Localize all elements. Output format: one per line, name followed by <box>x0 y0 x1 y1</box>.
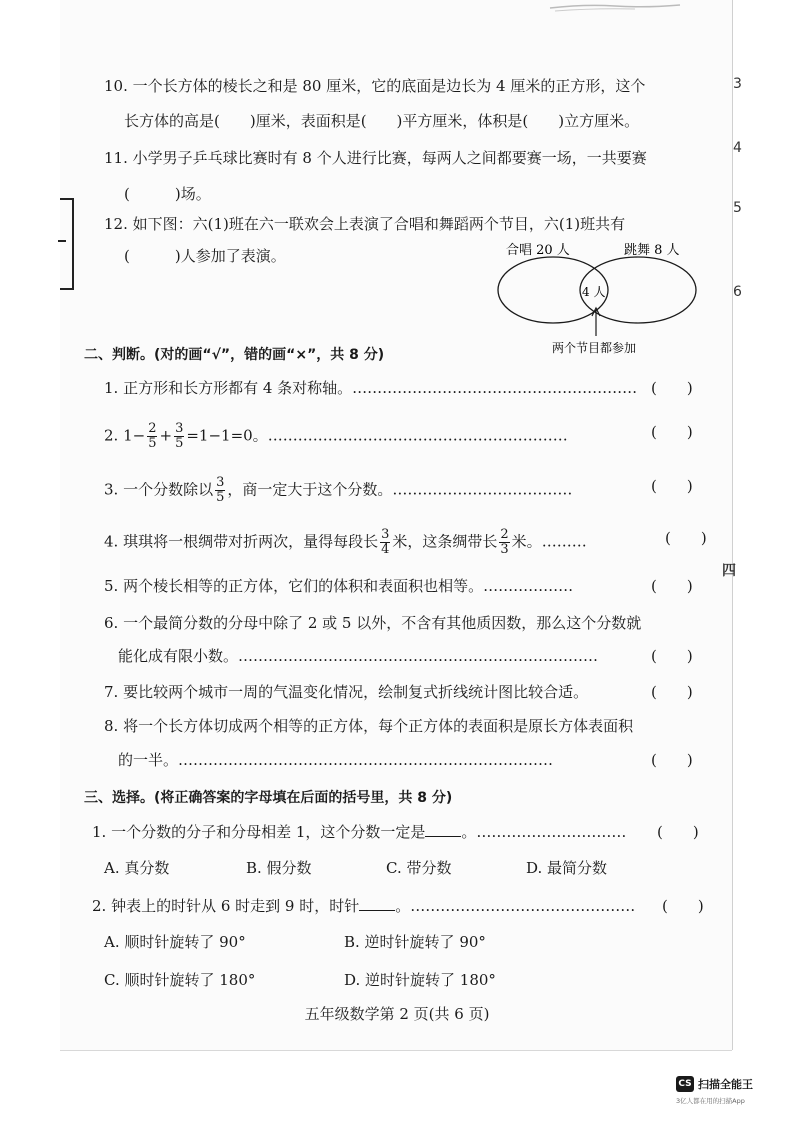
venn-center-label: 4 人 <box>582 285 606 299</box>
choice-q1-option-a[interactable]: A. 真分数 <box>104 859 170 877</box>
fill-blank[interactable] <box>359 896 395 911</box>
answer-bracket[interactable]: ( ) <box>651 647 693 665</box>
choice-q1-end: 。 <box>461 823 477 841</box>
section-2-title: 二、判断。(对的画“√”，错的画“×”，共 8 分) <box>84 347 385 363</box>
judge-q4-mid: 米，这条绸带长 <box>392 532 498 551</box>
camscanner-logo-icon: CS <box>676 1076 694 1092</box>
answer-bracket[interactable]: ( ) <box>665 529 707 547</box>
choice-q2-option-b[interactable]: B. 逆时针旋转了 90° <box>344 933 486 951</box>
edge-char: 4 <box>733 140 742 156</box>
denominator: 5 <box>148 436 157 451</box>
fraction <box>499 528 509 557</box>
pencil-scribble <box>545 0 685 14</box>
judge-q4-suffix: 米。 <box>511 532 542 551</box>
page-fold <box>732 0 733 1050</box>
question-12-line2[interactable]: ( )人参加了表演。 <box>124 247 286 265</box>
choice-q1-option-c[interactable]: C. 带分数 <box>386 859 452 877</box>
question-11-line2[interactable]: ( )场。 <box>124 185 211 203</box>
choice-q2-text: 2. 钟表上的时针从 6 时走到 9 时，时针 <box>92 897 360 915</box>
answer-bracket[interactable]: ( ) <box>651 477 693 495</box>
venn-diagram <box>490 238 710 362</box>
margin-tick <box>58 240 66 242</box>
judge-q5 <box>104 576 573 596</box>
answer-bracket[interactable]: ( ) <box>651 423 693 441</box>
judge-q2-suffix: =1−1=0。 <box>186 426 268 445</box>
fill-blank[interactable] <box>425 822 461 837</box>
answer-bracket[interactable]: ( ) <box>651 683 693 701</box>
choice-q2-end: 。 <box>395 897 411 915</box>
judge-q6-line1: 6. 一个最简分数的分母中除了 2 或 5 以外，不含有其他质因数，那么这个分数就 <box>104 614 642 632</box>
leader-dots: ………………………………………………………………… <box>178 751 554 769</box>
denominator: 5 <box>175 436 184 451</box>
choice-q2 <box>92 896 635 916</box>
fraction <box>147 422 157 451</box>
judge-q2-prefix: 2. 1− <box>104 426 146 445</box>
edge-char: 四 <box>722 563 736 579</box>
numerator: 2 <box>148 421 157 436</box>
camscanner-watermark <box>676 1076 776 1110</box>
answer-bracket[interactable]: ( ) <box>651 379 693 397</box>
margin-bracket <box>60 198 74 290</box>
choice-q1-text: 1. 一个分数的分子和分母相差 1，这个分数一定是 <box>92 823 426 841</box>
edge-char: 5 <box>733 200 742 216</box>
judge-q3-suffix: ，商一定大于这个分数。 <box>227 480 393 499</box>
judge-q8-text: 的一半。 <box>118 751 179 769</box>
judge-q5-text: 5. 两个棱长相等的正方体，它们的体积和表面积也相等。 <box>104 577 484 595</box>
leader-dots: ……………………………………… <box>410 897 636 915</box>
answer-bracket[interactable]: ( ) <box>651 751 693 769</box>
edge-char: 6 <box>733 284 742 300</box>
edge-char: 3 <box>733 76 742 92</box>
denominator: 5 <box>216 490 225 505</box>
judge-q8-line2 <box>118 750 553 770</box>
choice-q1 <box>92 822 626 842</box>
denominator: 4 <box>381 542 390 557</box>
numerator: 3 <box>175 421 184 436</box>
choice-q2-option-c[interactable]: C. 顺时针旋转了 180° <box>104 971 256 989</box>
page-footer: 五年级数学第 2 页(共 6 页) <box>304 1005 490 1023</box>
question-10-line1: 10. 一个长方体的棱长之和是 80 厘米，它的底面是边长为 4 厘米的正方形，这个 <box>104 77 646 95</box>
judge-q1 <box>104 378 637 398</box>
judge-q2 <box>104 422 568 451</box>
numerator: 3 <box>216 475 225 490</box>
venn-caption: 两个节目都参加 <box>552 341 637 355</box>
choice-q2-option-d[interactable]: D. 逆时针旋转了 180° <box>344 971 496 989</box>
answer-bracket[interactable]: ( ) <box>657 823 699 841</box>
plus-sign: + <box>159 426 173 445</box>
numerator: 3 <box>381 527 390 542</box>
choice-q2-option-a[interactable]: A. 顺时针旋转了 90° <box>104 933 246 951</box>
page-edge <box>60 1050 732 1051</box>
numerator: 2 <box>500 527 509 542</box>
judge-q6-text: 能化成有限小数。 <box>118 647 239 665</box>
question-12-line1: 12. 如下图：六(1)班在六一联欢会上表演了合唱和舞蹈两个节目，六(1)班共有 <box>104 215 626 233</box>
leader-dots: ……………………………………………………………… <box>238 647 599 665</box>
leader-dots: ……… <box>541 532 587 551</box>
leader-dots: …………………………………………………… <box>267 426 568 445</box>
fraction <box>215 476 225 505</box>
leader-dots: ………………………………………………… <box>352 379 638 397</box>
denominator: 3 <box>500 542 509 557</box>
judge-q4-prefix: 4. 琪琪将一根绸带对折两次，量得每段长 <box>104 532 379 551</box>
judge-q8-line1: 8. 将一个长方体切成两个相等的正方体，每个正方体的表面积是原长方体表面积 <box>104 717 634 735</box>
section-3-title: 三、选择。(将正确答案的字母填在后面的括号里，共 8 分) <box>84 790 453 806</box>
answer-bracket[interactable]: ( ) <box>651 577 693 595</box>
choice-q1-option-b[interactable]: B. 假分数 <box>246 859 312 877</box>
fraction <box>174 422 184 451</box>
leader-dots: ……………… <box>483 577 574 595</box>
venn-right-label: 跳舞 8 人 <box>624 243 680 258</box>
question-10-line2[interactable]: 长方体的高是( )厘米，表面积是( )平方厘米，体积是( )立方厘米。 <box>124 112 640 130</box>
leader-dots: ………………………… <box>476 823 627 841</box>
leader-dots: ……………………………… <box>392 480 573 499</box>
judge-q3 <box>104 476 572 505</box>
judge-q1-text: 1. 正方形和长方形都有 4 条对称轴。 <box>104 379 353 397</box>
judge-q7: 7. 要比较两个城市一周的气温变化情况，绘制复式折线统计图比较合适。 <box>104 683 589 701</box>
judge-q4 <box>104 528 587 557</box>
fraction <box>380 528 390 557</box>
answer-bracket[interactable]: ( ) <box>662 897 704 915</box>
question-11-line1: 11. 小学男子乒乓球比赛时有 8 个人进行比赛，每两人之间都要赛一场，一共要赛 <box>104 149 647 167</box>
watermark-subtitle: 3亿人都在用的扫描App <box>676 1097 745 1105</box>
judge-q3-prefix: 3. 一个分数除以 <box>104 480 214 499</box>
watermark-name: 扫描全能王 <box>698 1078 753 1091</box>
choice-q1-option-d[interactable]: D. 最简分数 <box>526 859 608 877</box>
judge-q6-line2 <box>118 646 598 666</box>
venn-left-label: 合唱 20 人 <box>506 243 570 258</box>
